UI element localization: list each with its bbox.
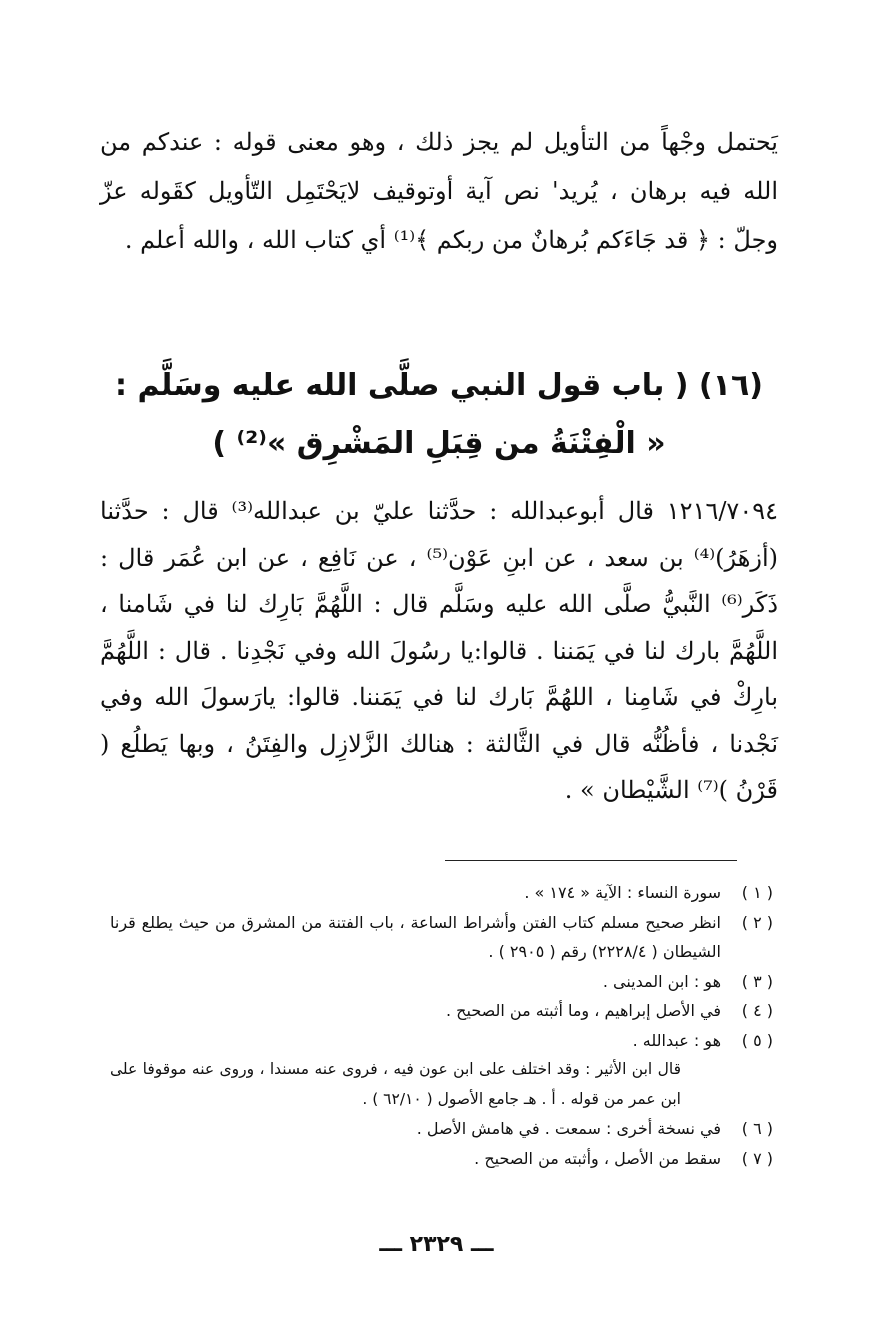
footnote-5-continuation	[110, 1055, 773, 1114]
hadith-text: ١٢١٦/٧٠٩٤ قال أبوعبدالله : حدَّثنا عليّ بن عبدالله⁽³⁾ قال : حدَّثنا (أزهَرُ)⁽⁴⁾ بن سعد ، عن ابنِ عَوْن⁽⁵⁾ ، عن نَافِع ، عن ابن عُمَر قال : ذَكَر⁽⁶⁾ النَّبيُّ صلَّى الله عليه وسَلَّم قال : اللَّهُمَّ بَارِك لنا في شَامنا ، اللَّهُمَّ بارك لنا في يَمَننا . قالوا:يا رسُولَ الله وفي نَجْدِنا . قال : اللَّهُمَّ بارِكْ في شَامِنا ، اللهُمَّ بَارك لنا في يَمَننا. قالوا: يارَسولَ الله وفي نَجْدنا ، فأظُنُّه قال في الثَّالثة : هنالك الزَّلازِل والفِتَنُ ، وبها يَطلُع ( قَرْنُ )⁽⁷⁾ الشَّيْطان » .	[100, 497, 779, 804]
intro-text: يَحتمل وجْهاً من التأويل لم يجز ذلك ، وهو معنى قوله : عندكم من الله فيه برهان ، يُريد' نص آية أوتوقيف لايَحْتَمِل التّأويل كقَوله عزّ وجلّ : ﴿ قد جَاءَكم بُرهانٌ من ربكم ﴾⁽¹⁾ أي كتاب الله ، والله أعلم .	[100, 128, 778, 254]
intro-paragraph	[100, 118, 778, 265]
chapter-heading-line-1: (١٦) ( باب قول النبي صلَّى الله عليه وسَلَّم :	[115, 368, 763, 403]
footnote-number: ( ٥ )	[741, 1030, 773, 1050]
footnote-text: قال ابن الأثير : وقد اختلف على ابن عون فيه ، فروى عنه مسندا ، وروى عنه موقوفا على ابن عمر من قوله . أ . هـ جامع الأصول ( ٦٢/١٠ ) .	[110, 1060, 681, 1108]
footnote-divider	[445, 860, 737, 861]
footnote-number: ( ٢ )	[741, 912, 773, 932]
footnote-number: ( ٦ )	[741, 1119, 773, 1138]
footnote-7	[110, 1144, 773, 1174]
chapter-heading-line-2: « الْفِتْنَةُ من قِبَلِ المَشْرِق »⁽²⁾ )	[212, 426, 666, 461]
footnotes	[110, 878, 773, 1173]
footnote-text: هو : ابن المدينى .	[602, 971, 721, 991]
footnote-6	[110, 1114, 773, 1144]
page-number: ـــ ٢٣٢٩ ـــ	[379, 1232, 494, 1257]
footnote-number: ( ٤ )	[741, 1001, 773, 1020]
hadith-paragraph	[100, 488, 778, 814]
footnote-text: في نسخة أخرى : سمعت . في هامش الأصل .	[416, 1119, 721, 1138]
footnote-number: ( ١ )	[741, 883, 773, 902]
footnote-3	[110, 967, 773, 997]
footnote-1	[110, 878, 773, 908]
chapter-heading	[100, 357, 778, 473]
footnote-text: سورة النساء : الآية « ١٧٤ » .	[524, 883, 721, 902]
footnote-5	[110, 1026, 773, 1056]
footnote-4	[110, 996, 773, 1026]
footnote-text: هو : عبدالله .	[632, 1030, 721, 1050]
footnote-2	[110, 908, 773, 967]
footnote-text: انظر صحيح مسلم كتاب الفتن وأشراط الساعة ، باب الفتنة من المشرق من حيث يطلع قرنا الشيطان ( ٢٢٢٨/٤) رقم ( ٢٩٠٥ ) .	[110, 912, 721, 961]
footnote-number: ( ٣ )	[741, 971, 773, 991]
footnote-number: ( ٧ )	[741, 1148, 773, 1168]
footnote-text: في الأصل إبراهيم ، وما أثبته من الصحيح .	[445, 1001, 721, 1020]
footnote-text: سقط من الأصل ، وأثبته من الصحيح .	[474, 1148, 721, 1168]
